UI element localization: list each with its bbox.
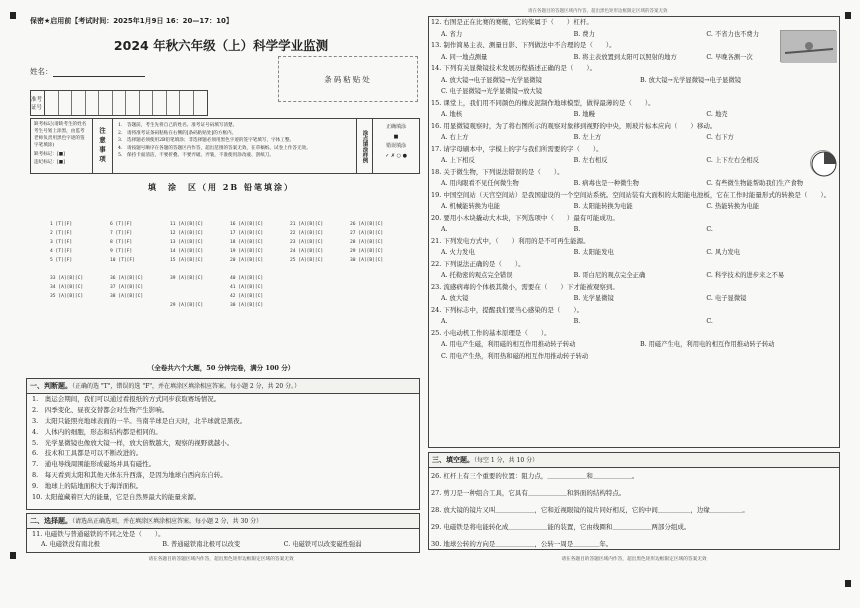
bubble-row xyxy=(50,258,410,267)
id-label: 准考证号 xyxy=(31,91,45,115)
option: C. 有些微生物能帮助我们生产食物 xyxy=(706,180,804,187)
top-note: 请在各题目的答题区域内作答，超出黑色矩形边框限定区域的答案无效 xyxy=(528,9,668,14)
option: C. 用电产生热，利用热和磁的相互作用推动转子转动 xyxy=(441,352,589,360)
question-item: 24. 下列标志中，提醒我们要当心感染的是（ ）。 xyxy=(431,305,584,314)
bubble-item xyxy=(230,267,290,276)
bubble-grid[interactable] xyxy=(50,222,410,312)
bubble-item xyxy=(110,303,170,312)
registration-mark xyxy=(10,12,16,19)
option: C. 电子显微镜→光学显微镜→放大镜 xyxy=(441,88,543,95)
bubble-item[interactable]: 3 [T][F] xyxy=(50,240,73,245)
option: A. 右上方 xyxy=(441,134,469,141)
bubble-item xyxy=(350,276,410,285)
option: A. 用电产生磁，利用磁的相互作用推动转子转动 xyxy=(441,341,576,348)
choice-questions-continued xyxy=(428,16,840,448)
exam-secret-header: 保密★启用前【考试时间：2025年1月9日 16：20—17：10】 xyxy=(30,17,233,25)
options-row xyxy=(429,86,839,98)
question-4: 4. 人体内的细胞，形态和结构都是相同的。 xyxy=(32,427,162,436)
options-row xyxy=(429,132,839,144)
options-row xyxy=(429,224,839,236)
question-item: 18. 关于微生物，下列说法错误的是（ ）。 xyxy=(431,167,564,176)
section-fill-blank: 三、填空题。（每空 1 分，共 10 分） 26. 杠杆上有三个重要的位置：阻力点，＿＿＿＿＿＿和＿＿＿＿＿＿。 27. 剪刀是一种组合工具，它具有＿＿＿＿＿＿和斜面的结构特点。 28. 放大镜的镜片又叫＿＿＿＿＿＿，它和近视眼镜的镜片同好相反，它的中间＿＿＿＿＿，边缘＿＿＿＿＿。 29. 电磁铁是将电能转化成＿＿＿＿＿＿能的装置，它由线圈和＿＿＿＿＿＿两部分组成。 30. 地球公转的方向是＿＿＿＿＿＿，公转一周是＿＿＿＿年。 xyxy=(428,452,840,550)
question-8: 8. 每天看到太阳和其他天体东升西落，是因为地球自西向东自转。 xyxy=(32,471,227,480)
option: C. 风力发电 xyxy=(706,249,741,256)
bubble-row xyxy=(50,285,410,294)
bubble-row xyxy=(50,249,410,258)
bubble-item xyxy=(350,267,410,276)
bubble-item[interactable]: 40 [A][B][C] xyxy=(230,276,264,281)
options-row xyxy=(429,316,839,328)
options-row xyxy=(429,293,839,305)
bubble-item[interactable]: 15 [A][B][C] xyxy=(170,258,204,263)
option: B. xyxy=(573,226,581,233)
bubble-item xyxy=(350,294,410,303)
fill-zone-title: 填 涂 区（用 2B 铅笔填涂） xyxy=(148,182,294,192)
options-row xyxy=(429,247,839,259)
bubble-row xyxy=(50,294,410,303)
bubble-item[interactable]: 38 [A][B][C] xyxy=(110,294,144,299)
question-10: 10. 太阳蕴藏着巨大的能量，它是自然界最大的能量来源。 xyxy=(32,493,201,502)
bubble-item[interactable]: 12 [A][B][C] xyxy=(170,231,204,236)
bubble-item[interactable]: 25 [A][B][C] xyxy=(290,258,324,263)
question-item: 16. 用显微镜观察时，为了将右图所示的观察对象移到视野的中央，则玻片标本应向（ ）移动。 xyxy=(431,121,717,130)
option: A. 地核 xyxy=(441,111,463,118)
question-26[interactable]: 26. 杠杆上有三个重要的位置：阻力点，＿＿＿＿＿＿和＿＿＿＿＿＿。 xyxy=(431,472,639,480)
question-item: 19. 中国空间站（天宫空间站）是我国建设的一个空间站系统。空间站装有大面积的太阳能电池板，它在工作时能量形式的转换是（ ）。 xyxy=(431,190,831,199)
option: A. 省力 xyxy=(441,30,463,38)
option: A. 同一地点测量 xyxy=(441,53,488,61)
fill-example: 正确填涂 ■ 错误填涂 ✓ ✗ ○ ● xyxy=(385,124,407,159)
option: A. 用肉眼看不见任何微生物 xyxy=(441,180,519,187)
options-11: A. 电磁铁没有南北极 B. 普通磁铁南北极可以改变 C. 电磁铁可以改变磁性强弱 xyxy=(41,540,362,548)
bubble-item[interactable]: 24 [A][B][C] xyxy=(290,249,324,254)
options-row xyxy=(429,75,839,87)
question-7: 7. 通电导线周围能形成磁场并具有磁性。 xyxy=(32,460,156,469)
bubble-item[interactable]: 34 [A][B][C] xyxy=(50,285,84,290)
option: B. 费力 xyxy=(573,30,595,38)
registration-mark xyxy=(10,552,16,559)
options-row xyxy=(429,155,839,167)
option: C. 早晚各测一次 xyxy=(706,53,753,61)
question-5: 5. 光学显微镜也像放大镜一样，放大倍数越大，观察的视野就越小。 xyxy=(32,438,234,447)
option: C. 热能转换为电能 xyxy=(706,203,760,210)
bubble-item[interactable]: 27 [A][B][C] xyxy=(350,231,384,236)
option: B. 太阳能转换为电能 xyxy=(573,203,633,210)
page-title: 2024 年秋六年级（上）科学学业监测 xyxy=(113,38,329,53)
bubble-row xyxy=(50,276,410,285)
question-item: 12. 右图是正在比赛的赛艇，它的桨属于（ ）杠杆。 xyxy=(431,18,593,26)
registration-mark xyxy=(845,12,851,19)
bubble-item[interactable]: 14 [A][B][C] xyxy=(170,249,204,254)
option: C. 电子显微镜 xyxy=(706,295,747,302)
bubble-item[interactable]: 35 [A][B][C] xyxy=(50,294,84,299)
exam-info: （全卷共六个大题，50 分钟完卷，满分 100 分） xyxy=(147,364,295,372)
question-29[interactable]: 29. 电磁铁是将电能转化成＿＿＿＿＿＿能的装置，它由线圈和＿＿＿＿＿＿两部分组成。 xyxy=(431,523,691,531)
option: A. 托勒密的观点完全错误 xyxy=(441,272,513,279)
bubble-item[interactable]: 41 [A][B][C] xyxy=(230,285,264,290)
question-1: 1. 奥运会期间，我们可以通过看报纸的方式同步获取赛场情况。 xyxy=(32,395,221,403)
option: B. 哥白尼的观点完全正确 xyxy=(573,272,646,279)
exam-id-grid[interactable] xyxy=(30,90,208,116)
question-item: 25. 小电动机工作的基本原理是（ ）。 xyxy=(431,328,551,337)
option: B. 左右相反 xyxy=(573,157,608,164)
bubble-item[interactable]: 29 [A][B][C] xyxy=(350,249,384,254)
bubble-item xyxy=(50,303,110,312)
instructions-box xyxy=(30,118,420,174)
bubble-item[interactable]: 30 [A][B][C] xyxy=(230,303,264,308)
bubble-item xyxy=(110,267,170,276)
bubble-item[interactable]: 11 [A][B][C] xyxy=(170,222,204,227)
option: A. xyxy=(441,226,448,233)
bubble-item[interactable]: 33 [A][B][C] xyxy=(50,276,84,281)
bubble-item[interactable]: 2 [T][F] xyxy=(50,231,73,236)
bubble-row xyxy=(50,222,410,231)
bubble-item[interactable]: 9 [T][F] xyxy=(110,249,133,254)
bubble-item[interactable]: 4 [T][F] xyxy=(50,249,73,254)
option: A. 放大镜→电子显微镜→光学显微镜 xyxy=(441,76,542,84)
barcode-area: 条码粘贴处 xyxy=(278,56,418,102)
question-28[interactable]: 28. 放大镜的镜片又叫＿＿＿＿＿＿，它和近视眼镜的镜片同好相反，它的中间＿＿＿＿＿，边缘＿＿＿＿＿。 xyxy=(431,506,749,514)
question-item: 14. 下列有关显微镜技术发展历程描述正确的是（ ）。 xyxy=(431,64,597,72)
option: C. 右下方 xyxy=(706,134,734,141)
question-item: 20. 要用小木块撬动大木块，下列选项中（ ）最有可能成功。 xyxy=(431,213,619,222)
bubble-item[interactable]: 37 [A][B][C] xyxy=(110,285,144,290)
bubble-item[interactable]: 21 [A][B][C] xyxy=(290,222,324,227)
bubble-item[interactable]: 18 [A][B][C] xyxy=(230,240,264,245)
option: C. xyxy=(706,318,713,325)
section-choice: 二、选择题。（请选出正确选项，并在填涂区填涂相应答案。每小题 2 分，共 30 分） 11. 电磁铁与普通磁铁的不同之处是（ ）。 A. 电磁铁没有南北极 B. 普通磁铁南北极可以改变 C. 电磁铁可以改变磁性强弱 xyxy=(26,513,420,553)
right-page xyxy=(428,10,840,600)
bubble-item[interactable]: 26 [A][B][C] xyxy=(350,222,384,227)
bubble-item xyxy=(50,267,110,276)
bubble-item[interactable]: 20 [A][B][C] xyxy=(230,258,264,263)
bubble-item[interactable]: 28 [A][B][C] xyxy=(350,240,384,245)
question-item: 22. 下列说法正确的是（ ）。 xyxy=(431,259,525,268)
option: A. 上下相反 xyxy=(441,157,475,164)
option: C. 上下左右全相反 xyxy=(706,157,760,164)
options-row xyxy=(429,178,839,190)
bubble-row xyxy=(50,240,410,249)
option: B. 地幔 xyxy=(573,111,595,118)
option: B. 光学显微镜 xyxy=(573,295,614,302)
bubble-item xyxy=(290,303,350,312)
bubble-item[interactable]: 17 [A][B][C] xyxy=(230,231,264,236)
bubble-item[interactable]: 30 [A][B][C] xyxy=(350,258,384,263)
option: B. 太阳能发电 xyxy=(573,249,614,256)
microscope-view-icon xyxy=(810,150,836,176)
footer-note-right: 请在各题目的答题区域内作答，超出黑色矩形边框限定区域的答案无效 xyxy=(561,557,707,562)
bubble-item xyxy=(290,294,350,303)
option: A. xyxy=(441,318,448,325)
option: C. 科学技术的进步来之不易 xyxy=(706,272,785,279)
option: B. 病毒也是一种微生物 xyxy=(573,180,639,187)
bubble-row xyxy=(50,267,410,276)
fill-example-heading: 涂点填涂样例 xyxy=(357,119,373,173)
bubble-item[interactable]: 23 [A][B][C] xyxy=(290,240,324,245)
bubble-item xyxy=(290,285,350,294)
option: C. xyxy=(706,226,713,233)
bubble-item[interactable]: 42 [A][B][C] xyxy=(230,294,264,299)
bubble-item xyxy=(350,285,410,294)
option: A. 机械能转换为电能 xyxy=(441,203,500,210)
question-30[interactable]: 30. 地球公转的方向是＿＿＿＿＿＿，公转一周是＿＿＿＿年。 xyxy=(431,540,613,548)
bubble-item[interactable]: 13 [A][B][C] xyxy=(170,240,204,245)
option: B. 左上方 xyxy=(573,134,602,141)
absence-mark-box: 缺考标记(请缺考生的姓名考生号划上涂黑，由监考老师负责用黑色字迹的签字笔填涂) 缺考标记：[■] 违纪标记：[■] xyxy=(31,119,93,173)
left-page xyxy=(22,10,420,600)
question-item: 13. 制作简易主表、测量日影、下列做法中不合理的是（ ）。 xyxy=(431,41,616,49)
option: A. 放大镜 xyxy=(441,295,469,302)
bubble-item xyxy=(290,276,350,285)
bubble-item[interactable]: 5 [T][F] xyxy=(50,258,73,263)
option: C. 不省力也不费力 xyxy=(706,30,760,38)
rowing-photo xyxy=(780,30,836,62)
bubble-item[interactable]: 8 [T][F] xyxy=(110,240,133,245)
option: B. xyxy=(573,318,581,325)
bubble-item[interactable]: 22 [A][B][C] xyxy=(290,231,324,236)
registration-mark xyxy=(845,580,851,587)
options-row xyxy=(429,29,839,41)
options-row xyxy=(429,339,839,351)
bubble-item[interactable]: 1 [T][F] xyxy=(50,222,73,227)
question-item: 23. 流感病毒的个体极其微小，需要在（ ）下才能被观察到。 xyxy=(431,282,619,291)
bubble-item[interactable]: 39 [A][B][C] xyxy=(170,276,204,281)
question-27[interactable]: 27. 剪刀是一种组合工具，它具有＿＿＿＿＿＿和斜面的结构特点。 xyxy=(431,489,626,497)
bubble-row xyxy=(50,303,410,312)
bubble-item xyxy=(170,285,230,294)
options-row xyxy=(429,201,839,213)
option: B. 放大镜→光学显微镜→电子显微镜 xyxy=(640,76,742,84)
bubble-item xyxy=(170,267,230,276)
question-2: 2. 四季变化、昼夜交替都会对生物产生影响。 xyxy=(32,405,169,414)
notes-heading: 注意事项 xyxy=(93,119,113,173)
bubble-item[interactable]: 16 [A][B][C] xyxy=(230,222,264,227)
name-field[interactable]: 姓名： xyxy=(30,66,145,77)
question-item: 15. 课堂上，我们用不同颜色的橡皮泥制作地球模型，做得最薄的是（ ）。 xyxy=(431,98,655,107)
bubble-item xyxy=(170,294,230,303)
option: A. 火力发电 xyxy=(441,249,475,256)
question-item: 17. 请字母刷本中，字模上的字与我们所需要的字（ ）。 xyxy=(431,144,603,153)
option: B. 将主表放置到太阳可以照射的地方 xyxy=(573,53,677,61)
footer-note: 请在各题目的答题区域内作答，超出黑色矩形边框限定区域的答案无效 xyxy=(148,557,294,562)
question-3: 3. 太阳只能照亮地球表面的一半。当南半球是白天时，北半球就是黑夜。 xyxy=(32,416,247,425)
question-11: 11. 电磁铁与普通磁铁的不同之处是（ ）。 xyxy=(32,530,165,538)
question-item: 21. 下列发电方式中，（ ）利用的是不可再生能源。 xyxy=(431,236,590,245)
bubble-item[interactable]: 29 [A][B][C] xyxy=(170,303,204,308)
section-true-false: 一、判断题。（正确的选 "T"，错误的选 "F"，并在填涂区填涂相应答案。每小题 2 分，共 20 分。） 1. 奥运会期间，我们可以通过看报纸的方式同步获取赛场情况。 2. 四季变化、昼夜交替都会对生物产生影响。 3. 太阳只能照亮地球表面的一半。当南半球是白天时，北半球就是黑夜。 4. 人体内的细胞，形态和结构都是相同的。 5. 光学显微镜也像放大镜一样，放大倍数越大，观察的视野就越小。 6. 技术和工具都是可以不断改进的。 7. 通电导线周围能形成磁场并具有磁性。 8. 每天看到太阳和其他天体东升西落，是因为地球自西向东自转。 9. 地球上的陆地面积大于海洋面积。 10. 太阳蕴藏着巨大的能量，它是自然界最大的能量来源。 xyxy=(26,378,420,510)
options-row xyxy=(429,351,839,363)
bubble-item[interactable]: 7 [T][F] xyxy=(110,231,133,236)
bubble-item[interactable]: 36 [A][B][C] xyxy=(110,276,144,281)
option: B. 用磁产生电，利用电的相互作用推动转子转动 xyxy=(640,341,775,348)
bubble-item[interactable]: 19 [A][B][C] xyxy=(230,249,264,254)
bubble-row xyxy=(50,231,410,240)
options-row xyxy=(429,270,839,282)
option: C. 地壳 xyxy=(706,111,728,118)
question-9: 9. 地球上的陆地面积大于海洋面积。 xyxy=(32,482,143,491)
bubble-item xyxy=(290,267,350,276)
bubble-item xyxy=(350,303,410,312)
question-6: 6. 技术和工具都是可以不断改进的。 xyxy=(32,449,143,458)
options-row xyxy=(429,52,839,64)
bubble-item[interactable]: 6 [T][F] xyxy=(110,222,133,227)
notes-list: 1. 答题前，考生先将自己的姓名、准考证号码填写清楚。 2. 请将准考证条码粘贴在右侧的[条码粘贴处]的方框内。 3. 选择题必须使用2B铅笔填涂；非选择题必须用黑色字迹的签字笔填写，字体工整。 4. 请按题号顺序在各题的答题区内作答，超出范围的答案无效，在草稿纸、试卷上作答无效。 5. 保持卡面清洁，不要折叠、不要弄破、弄皱，不准使用涂改液、刮纸刀。 xyxy=(113,119,357,173)
bubble-item[interactable]: 10 [T][F] xyxy=(110,258,135,263)
options-row xyxy=(429,109,839,121)
